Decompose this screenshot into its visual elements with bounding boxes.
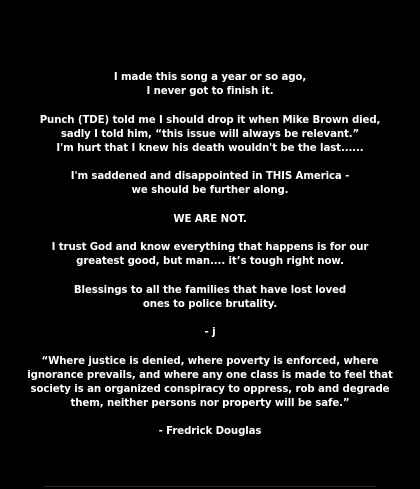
text-line: - j [204, 327, 216, 338]
text-line: we should be further along. [131, 185, 289, 196]
statement-text [0, 71, 420, 454]
text-line: - Fredrick Douglas [158, 426, 262, 437]
text-line: society is an organized conspiracy to oppress, rob and degrade [30, 383, 390, 395]
text-line: WE ARE NOT. [173, 213, 247, 225]
paragraph-we-are-not [0, 213, 420, 227]
paragraph-signature [0, 326, 420, 340]
text-line: ignorance prevails, and where any one class is made to feel that [27, 369, 393, 381]
text-line: Blessings to all the families that have lost loved [73, 284, 347, 296]
text-line: I'm hurt that I knew his death wouldn't be the last...... [56, 142, 364, 154]
text-line: sadly I told him, “this issue will always be relevant.” [60, 128, 360, 140]
text-line: greatest good, but man.... it’s tough right now. [76, 256, 344, 267]
paragraph-quote [0, 355, 420, 411]
text-line: I never got to finish it. [146, 86, 274, 97]
text-line: Punch (TDE) told me I should drop it when Mike Brown died, [39, 114, 381, 126]
text-line: I made this song a year or so ago, [113, 72, 307, 83]
paragraph-punch-story [0, 114, 420, 156]
text-line: ones to police brutality. [142, 298, 278, 310]
text-line: I trust God and know everything that happens is for our [51, 242, 369, 253]
paragraph-quote-attribution [0, 425, 420, 439]
bottom-divider [44, 486, 376, 487]
paragraph-america [0, 170, 420, 198]
paragraph-blessings [0, 284, 420, 312]
paragraph-trust-god [0, 241, 420, 269]
text-line: I'm saddened and disappointed in THIS America - [70, 171, 350, 182]
text-line: “Where justice is denied, where poverty is enforced, where [41, 355, 379, 367]
paragraph-song-intro [0, 71, 420, 99]
text-line: them, neither persons nor property will be safe.” [70, 397, 350, 409]
